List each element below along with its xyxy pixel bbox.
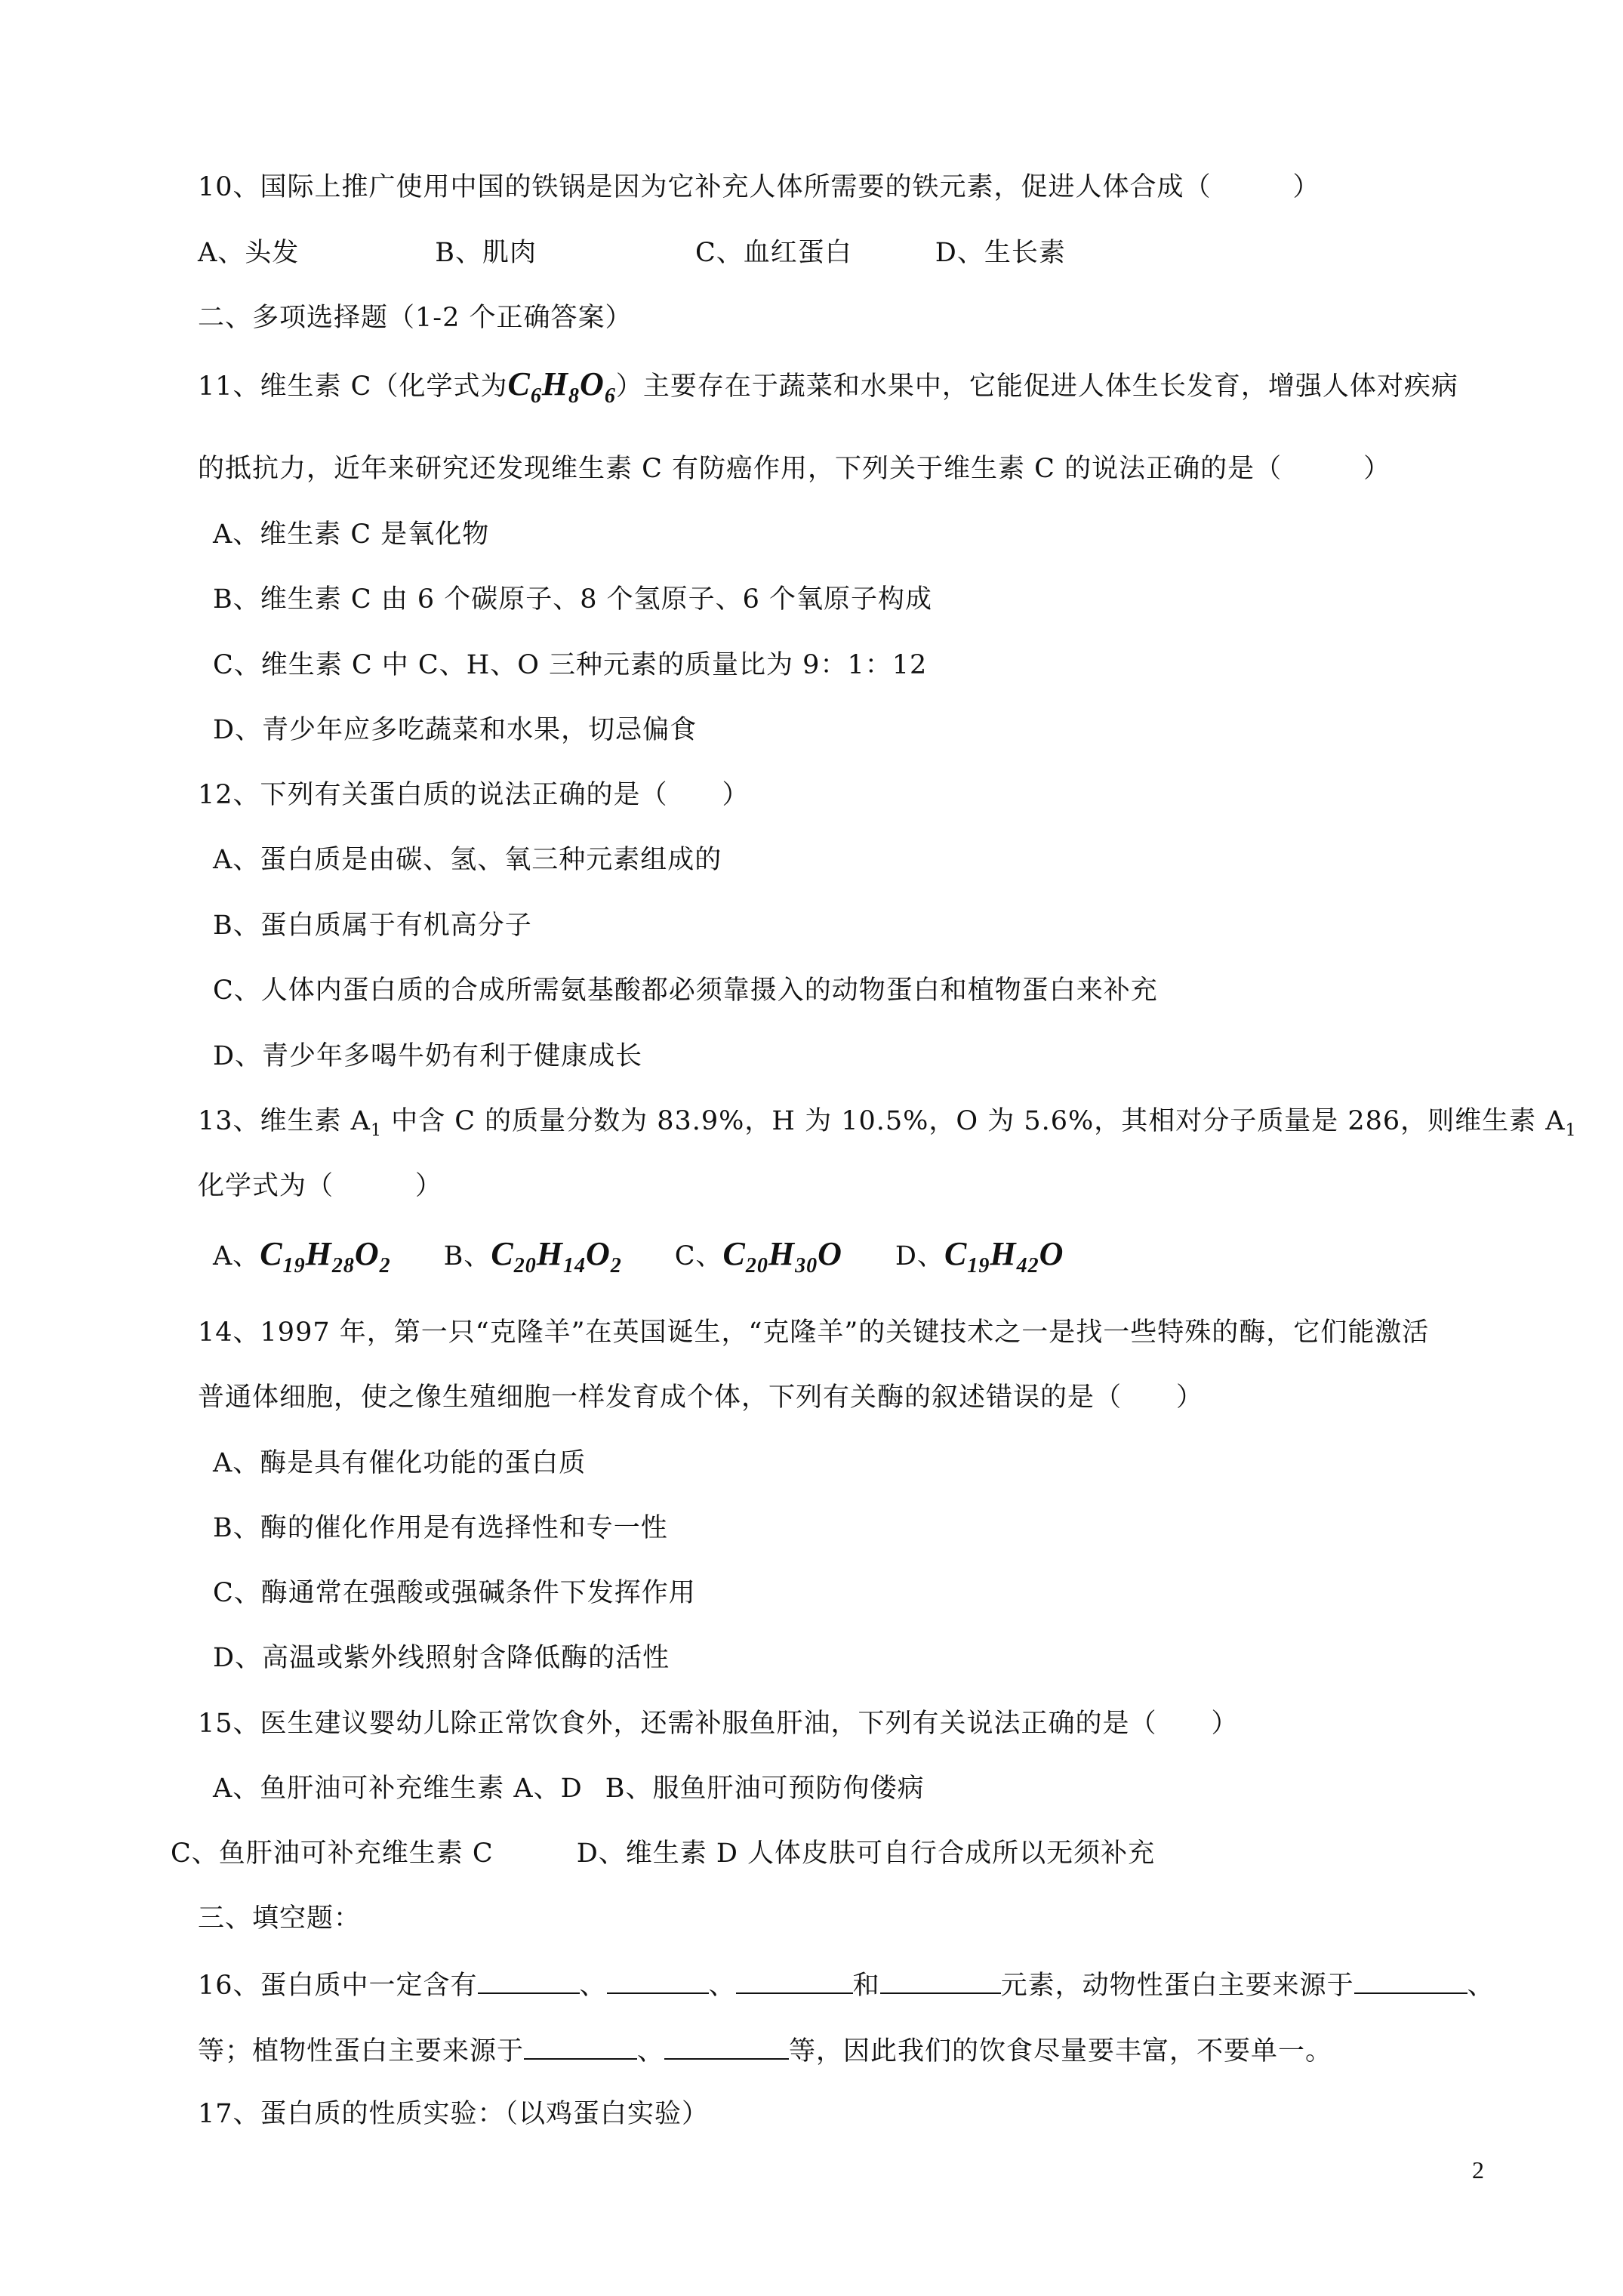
q11-option-b: B、维生素 C 由 6 个碳原子、8 个氢原子、6 个氧原子构成 [213, 584, 933, 615]
page-number: 2 [1472, 2156, 1484, 2184]
question-14-line-1: 14、1997 年，第一只“克隆羊”在英国诞生，“克隆羊”的关键技术之一是找一些特殊的酶，它们能激活 [198, 1318, 1430, 1348]
question-10: 10、国际上推广使用中国的铁锅是因为它补充人体所需要的铁元素，促进人体合成（ ） [198, 172, 1320, 202]
question-13-line-2: 化学式为（ ） [198, 1171, 443, 1201]
question-11-line-1 [198, 365, 1458, 408]
vitamin-c-formula: $C_6H_8O_6$ [507, 365, 616, 408]
q14-option-a: A、酶是具有催化功能的蛋白质 [213, 1448, 587, 1478]
question-15-options-ab [213, 1772, 924, 1805]
question-12: 12、下列有关蛋白质的说法正确的是（ ） [198, 780, 750, 810]
q11-suffix: ）主要存在于蔬菜和水果中，它能促进人体生长发育，增强人体对疾病 [615, 371, 1458, 402]
answer-blank[interactable] [880, 1967, 1001, 1994]
question-14-line-2: 普通体细胞，使之像生殖细胞一样发育成个体，下列有关酶的叙述错误的是（ ） [198, 1382, 1204, 1413]
question-11-line-2: 的抵抗力，近年来研究还发现维生素 C 有防癌作用，下列关于维生素 C 的说法正确的是（ ） [198, 454, 1391, 484]
question-16-line-2: 等；植物性蛋白主要来源于 、 等，因此我们的饮食尽量要丰富，不要单一。 [198, 2032, 1332, 2068]
q12-option-a: A、蛋白质是由碳、氢、氧三种元素组成的 [213, 845, 722, 875]
question-15: 15、医生建议婴幼儿除正常饮食外，还需补服鱼肝油，下列有关说法正确的是（ ） [198, 1709, 1239, 1739]
q15-option-b: B、服鱼肝油可预防佝偻病 [605, 1774, 925, 1804]
q13-option-b: B、$C_{20}H_{14}O_2$ [443, 1235, 622, 1277]
answer-blank[interactable] [736, 1967, 853, 1994]
q13-option-c: C、$C_{20}H_{30}O$ [674, 1235, 842, 1277]
q12-option-d: D、青少年多喝牛奶有利于健康成长 [213, 1041, 643, 1071]
option-a: A、头发 [198, 238, 300, 268]
question-13-options [213, 1235, 1064, 1277]
q15-option-d: D、维生素 D 人体皮肤可自行合成所以无须补充 [576, 1838, 1156, 1869]
q11-option-d: D、青少年应多吃蔬菜和水果，切忌偏食 [213, 715, 698, 745]
q15-option-c: C、鱼肝油可补充维生素 C [171, 1838, 494, 1869]
q14-option-c: C、酶通常在强酸或强碱条件下发挥作用 [213, 1578, 696, 1608]
section-heading-fill-in: 三、填空题： [198, 1903, 362, 1934]
q15-option-a: A、鱼肝油可补充维生素 A、D [213, 1774, 583, 1804]
q11-option-a: A、维生素 C 是氧化物 [213, 519, 490, 550]
q11-prefix: 11、维生素 C（化学式为 [198, 371, 508, 402]
q14-option-d: D、高温或紫外线照射含降低酶的活性 [213, 1643, 670, 1673]
q12-option-b: B、蛋白质属于有机高分子 [213, 911, 532, 941]
section-heading-multiple-choice: 二、多项选择题（1-2 个正确答案） [198, 303, 633, 333]
q14-option-b: B、酶的催化作用是有选择性和专一性 [213, 1513, 668, 1543]
q13-option-a: A、$C_{19}H_{28}O_2$ [213, 1235, 391, 1277]
answer-blank[interactable] [607, 1967, 709, 1994]
question-15-options-cd [171, 1837, 1155, 1870]
question-17: 17、蛋白质的性质实验：（以鸡蛋白实验） [198, 2099, 710, 2129]
q13-option-d: D、$C_{19}H_{42}O$ [895, 1235, 1064, 1277]
answer-blank[interactable] [664, 2032, 789, 2060]
option-d: D、生长素 [935, 238, 1066, 268]
answer-blank[interactable] [1354, 1967, 1467, 1994]
answer-blank[interactable] [524, 2032, 637, 2060]
answer-blank[interactable] [478, 1967, 580, 1994]
option-b: B、肌肉 [435, 238, 537, 268]
option-c: C、血红蛋白 [695, 238, 852, 268]
q11-option-c: C、维生素 C 中 C、H、O 三种元素的质量比为 9：1：12 [213, 650, 928, 680]
question-16-line-1: 16、蛋白质中一定含有 、 、 和 元素，动物性蛋白主要来源于 、 [198, 1967, 1495, 2002]
q12-option-c: C、人体内蛋白质的合成所需氨基酸都必须靠摄入的动物蛋白和植物蛋白来补充 [213, 975, 1158, 1006]
question-13-line-1: 13、维生素 $A_1$ 中含 C 的质量分数为 83.9%，H 为 10.5%，O 为 5.6%，其相对分子质量是 286，则维生素 $A_1$ [198, 1106, 1577, 1140]
question-10-options [198, 236, 1066, 270]
